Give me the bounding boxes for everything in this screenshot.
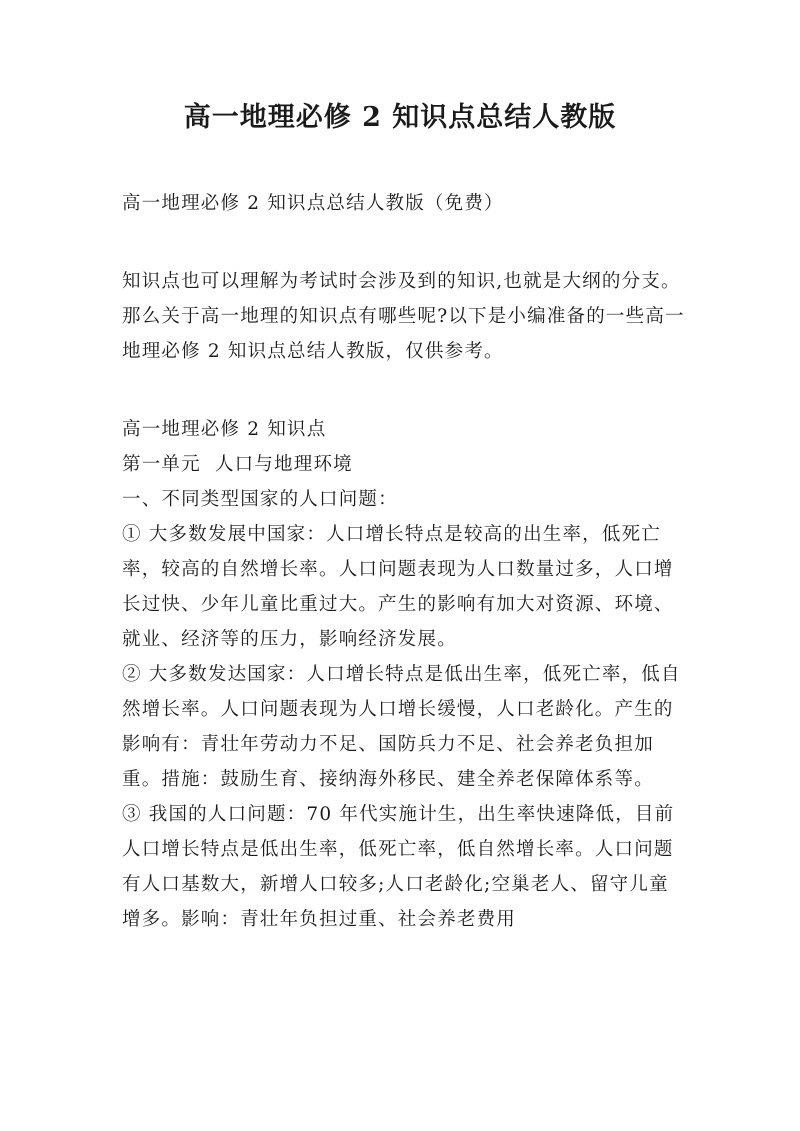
china-population-paragraph: ③ 我国的人口问题：70 年代实施计生，出生率快速降低，目前人口增长特点是低出生率，低死亡率，低自然增长率。人口问题有人口基数大，新增人口较多;人口老龄化;空巢老人、留守儿童增多。影响：青壮年负担过重、社会养老费用	[122, 804, 675, 930]
developed-countries-paragraph: ② 大多数发达国家：人口增长特点是低出生率，低死亡率，低自然增长率。人口问题表现为人口增长缓慢，人口老龄化。产生的影响有：青壮年劳动力不足、国防兵力不足、社会养老负担加重。措施：鼓励生育、接纳海外移民、建全养老保障体系等。	[122, 664, 681, 790]
document-body	[122, 186, 688, 937]
developing-countries-paragraph: ① 大多数发展中国家：人口增长特点是较高的出生率，低死亡率，较高的自然增长率。人口问题表现为人口数量过多，人口增长过快、少年儿童比重过大。产生的影响有加大对资源、环境、就业、经济等的压力，影响经济发展。	[122, 524, 674, 650]
paragraph-gap	[122, 369, 688, 412]
paragraph-gap	[122, 221, 688, 264]
document-subtitle: 高一地理必修 2 知识点总结人教版（免费）	[122, 193, 504, 214]
intro-paragraph: 知识点也可以理解为考试时会涉及到的知识,也就是大纲的分支。那么关于高一地理的知识点有哪些呢?以下是小编准备的一些高一地理必修 2 知识点总结人教版，仅供参考。	[122, 271, 685, 362]
section-heading: 高一地理必修 2 知识点	[122, 419, 327, 440]
document-title: 高一地理必修 2 知识点总结人教版	[183, 102, 617, 133]
unit-heading: 第一单元 人口与地理环境	[122, 454, 353, 475]
topic-heading: 一、不同类型国家的人口问题：	[122, 489, 398, 510]
